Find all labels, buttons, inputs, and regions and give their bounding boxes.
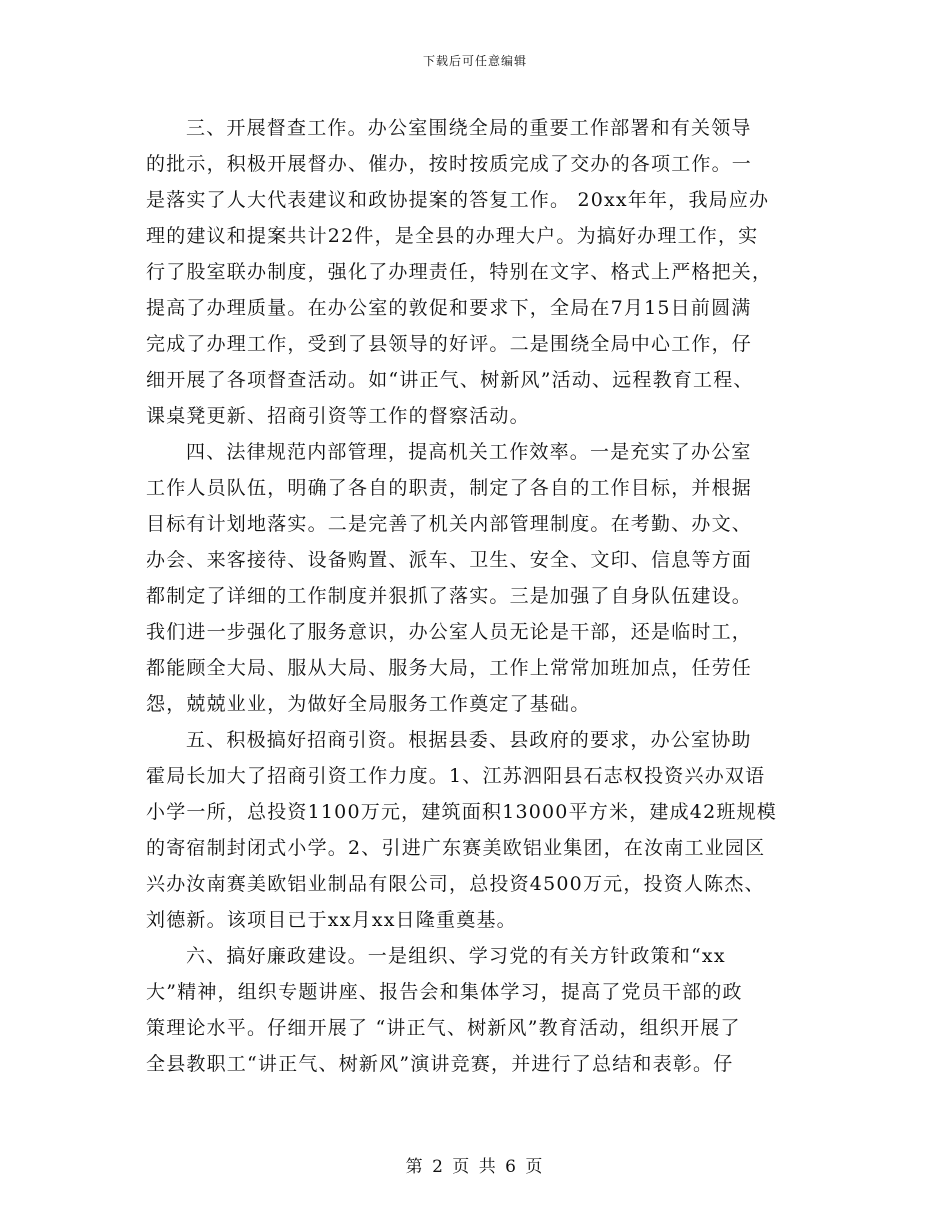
text-line: 细开展了各项督查活动。如“讲正气、树新风”活动、远程教育工程、 [146,369,754,391]
text-line: 目标有计划地落实。二是完善了机关内部管理制度。在考勤、办文、 [146,513,753,535]
text-line: 完成了办理工作，受到了县领导的好评。二是围绕全局中心工作，仔 [146,333,753,355]
text-line: 工作人员队伍，明确了各自的职责，制定了各自的工作目标，并根据 [146,477,753,499]
text-line: 霍局长加大了招商引资工作力度。1、江苏泗阳县石志权投资兴办双语 [146,765,766,787]
text-line: 我们进一步强化了服务意识，办公室人员无论是干部，还是临时工， [146,621,753,643]
page-header-note: 下载后可任意编辑 [422,54,527,68]
text-line: 的寄宿制封闭式小学。2、引进广东赛美欧铝业集团，在汝南工业园区 [146,837,766,859]
text-line: 都制定了详细的工作制度并狠抓了落实。三是加强了自身队伍建设。 [146,585,753,607]
text-line: 兴办汝南赛美欧铝业制品有限公司，总投资4500万元，投资人陈杰、 [146,873,765,895]
text-line: 刘德新。该项目已于xx月xx日隆重奠基。 [146,909,517,931]
text-line: 三、开展督查工作。办公室围绕全局的重要工作部署和有关领导 [186,117,752,139]
text-line: 办会、来客接待、设备购置、派车、卫生、安全、文印、信息等方面 [146,549,753,571]
text-line: 六、搞好廉政建设。一是组织、学习党的有关方针政策和“xx [186,945,726,967]
page-number: 第 2 页 共 6 页 [405,1157,545,1177]
text-line: 全县教职工“讲正气、树新风”演讲竞赛，并进行了总结和表彰。仔 [146,1053,734,1075]
document-body [146,110,806,1082]
text-line: 是落实了人大代表建议和政协提案的答复工作。 20xx年年，我局应办 [146,189,770,211]
text-line: 提高了办理质量。在办公室的敦促和要求下，全局在7月15日前圆满 [146,297,752,319]
text-line: 都能顾全大局、服从大局、服务大局，工作上常常加班加点，任劳任 [146,657,753,679]
text-line: 的批示，积极开展督办、催办，按时按质完成了交办的各项工作。一 [146,153,753,175]
paragraph-investment-promotion [146,722,806,938]
text-line: 怨，兢兢业业，为做好全局服务工作奠定了基础。 [146,693,591,715]
text-line: 行了股室联办制度，强化了办理责任，特别在文字、格式上严格把关， [146,261,773,283]
paragraph-internal-management [146,434,806,722]
paragraph-integrity-building [146,938,806,1082]
text-line: 理的建议和提案共计22件，是全县的办理大户。为搞好办理工作，实 [146,225,759,247]
text-line: 五、积极搞好招商引资。根据县委、县政府的要求，办公室协助 [186,729,752,751]
text-line: 大”精神，组织专题讲座、报告会和集体学习，提高了党员干部的政 [146,981,743,1003]
text-line: 小学一所，总投资1100万元，建筑面积13000平方米，建成42班规模 [146,801,777,823]
text-line: 策理论水平。仔细开展了 “讲正气、树新风”教育活动，组织开展了 [146,1017,741,1039]
paragraph-inspection-work [146,110,806,434]
text-line: 四、法律规范内部管理，提高机关工作效率。一是充实了办公室 [186,441,752,463]
text-line: 课桌凳更新、招商引资等工作的督察活动。 [146,405,530,427]
